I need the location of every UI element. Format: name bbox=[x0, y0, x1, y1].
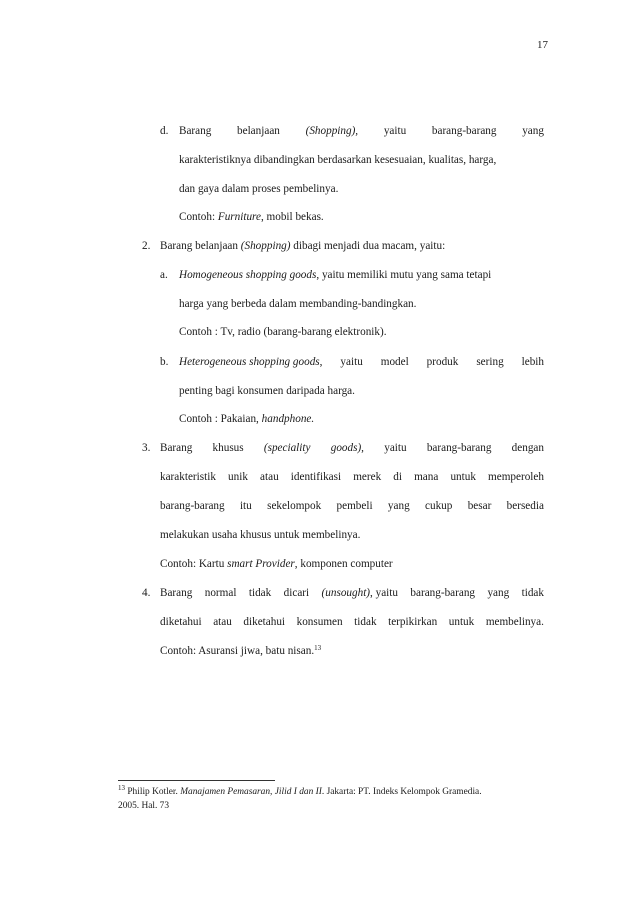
word: Barang bbox=[179, 125, 212, 137]
item-3-line4: melakukan usaha khusus untuk membelinya. bbox=[160, 529, 361, 541]
item-a-line1: Homogeneous shopping goods, yaitu memiliki mutu yang sama tetapi bbox=[179, 269, 492, 281]
footnote-divider bbox=[118, 780, 275, 781]
word: yang bbox=[522, 125, 544, 137]
item-3-line1: Barang khusus (speciality goods), yaitu barang-barang dengan bbox=[160, 442, 544, 454]
item-b-marker: b. bbox=[160, 356, 169, 368]
item-b-example: Contoh : Pakaian, handphone. bbox=[179, 413, 315, 425]
item-4-example: Contoh: Asuransi jiwa, batu nisan.$^{13}$ bbox=[160, 644, 322, 657]
item-b-line1: Heterogeneous shopping goods, yaitu model produk sering lebih bbox=[179, 356, 544, 368]
word: barang-barang bbox=[431, 125, 497, 137]
footnote-line2: 2005. Hal. 73 bbox=[118, 801, 170, 811]
item-d-marker: d. bbox=[160, 125, 169, 137]
word: yaitu bbox=[383, 125, 407, 137]
word: belanjaan bbox=[237, 125, 280, 137]
item-4-line1: Barang normal tidak dicari (unsought), yaitu barang-barang yang tidak bbox=[160, 587, 544, 599]
page-number: 17 bbox=[537, 39, 548, 51]
footnote-ref[interactable]: 13 bbox=[314, 644, 322, 652]
footnote-line1: $^{13}$ Philip Kotler. Manajamen Pemasaran, Jilid I dan II. Jakarta: PT. Indeks Kelompok Gramedia. bbox=[118, 784, 482, 797]
item-d-line3: dan gaya dalam proses pembelinya. bbox=[179, 183, 339, 195]
item-3-line3: barang-barang itu sekelompok pembeli yang cukup besar bersedia bbox=[160, 500, 544, 512]
item-d-example: Contoh: Furniture, mobil bekas. bbox=[179, 211, 324, 223]
item-4-line2: diketahui atau diketahui konsumen tidak terpikirkan untuk membelinya. bbox=[160, 616, 544, 628]
item-2-marker: 2. bbox=[142, 240, 151, 252]
item-3-marker: 3. bbox=[142, 442, 151, 454]
word: (Shopping), bbox=[305, 125, 359, 137]
item-3-example: Contoh: Kartu smart Provider, komponen computer bbox=[160, 558, 393, 570]
item-a-example: Contoh : Tv, radio (barang-barang elektronik). bbox=[179, 326, 387, 338]
item-3-line2: karakteristik unik atau identifikasi merek di mana untuk memperoleh bbox=[160, 471, 544, 483]
item-a-line2: harga yang berbeda dalam membanding-bandingkan. bbox=[179, 298, 417, 310]
item-2-line1: Barang belanjaan (Shopping) dibagi menjadi dua macam, yaitu: bbox=[160, 240, 446, 252]
item-4-marker: 4. bbox=[142, 587, 151, 599]
item-a-marker: a. bbox=[160, 269, 168, 281]
item-b-line2: penting bagi konsumen daripada harga. bbox=[179, 385, 355, 397]
item-d-line2: karakteristiknya dibandingkan berdasarkan kesesuaian, kualitas, harga, bbox=[179, 154, 497, 166]
item-d-line1 bbox=[179, 124, 544, 138]
